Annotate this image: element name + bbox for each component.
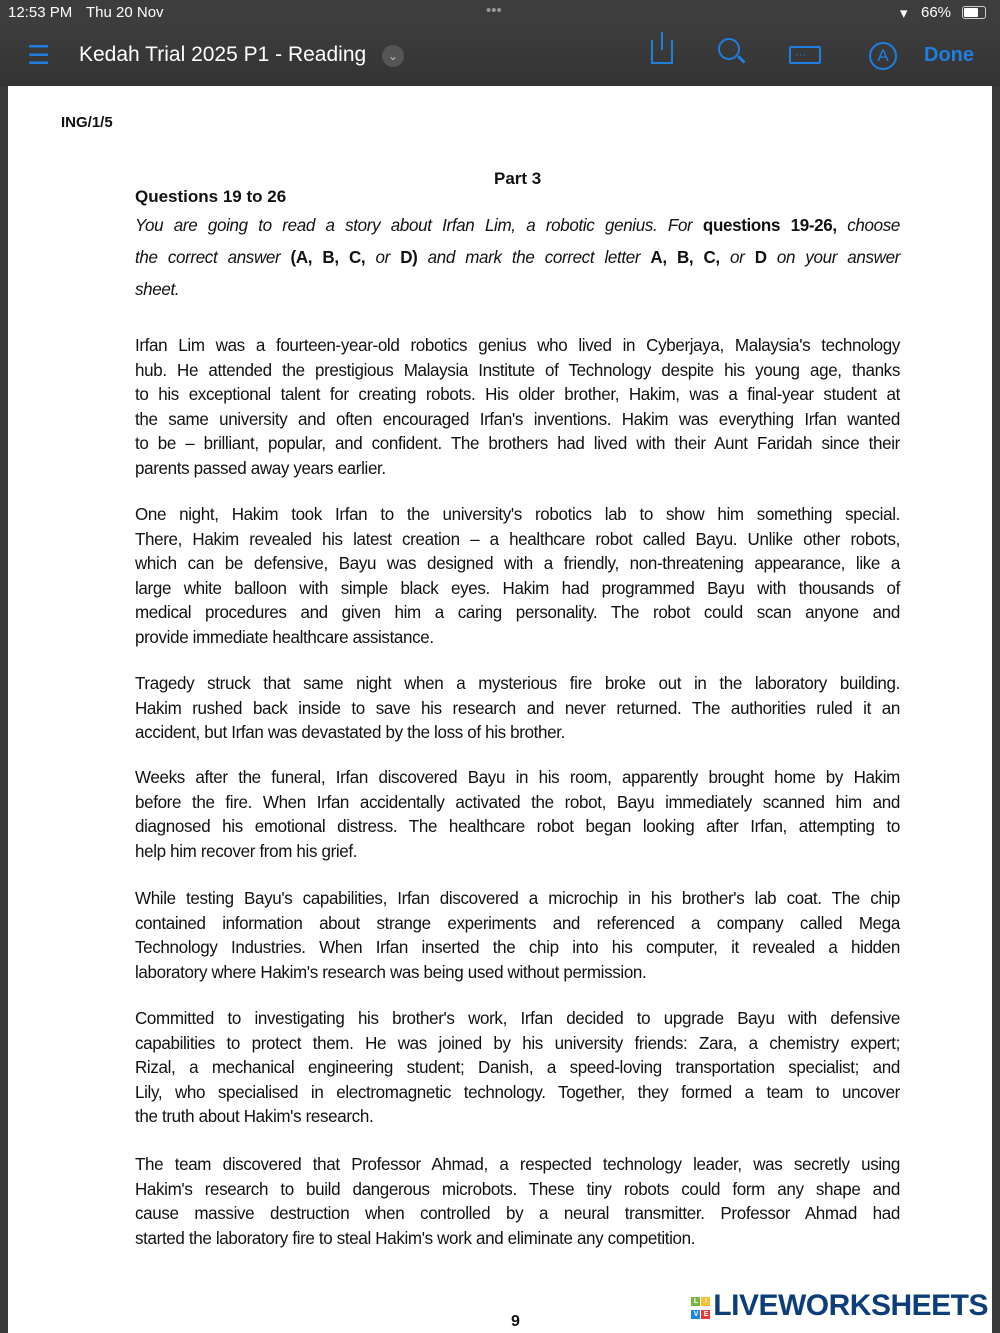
paragraph-line: parents passed away years earlier. [135, 458, 386, 479]
liveworksheets-watermark: L IV E LIVEWORKSHEETS [691, 1289, 988, 1323]
paragraph-line: Technology Industries. When Irfan inserted the chip into his computer, it revealed a hidden [135, 937, 900, 958]
instruction-text: D) [400, 247, 418, 268]
paragraph-line: Lily, who specialised in electromagnetic technology. Together, they formed a team to uncover [135, 1082, 900, 1103]
pen-icon[interactable]: A [869, 42, 897, 70]
clock: 12:53 PM [8, 4, 73, 21]
part-heading: Part 3 [494, 169, 542, 188]
instruction-text: or [719, 247, 755, 268]
paragraph-line: to be – brilliant, popular, and confident. The brothers had lived with their Aunt Faridah since their [135, 433, 900, 454]
battery-percent: 66% [921, 4, 952, 21]
paragraph-line: medical procedures and given him a caring personality. The robot could scan anyone and [135, 602, 900, 623]
document-code: ING/1/5 [61, 114, 113, 131]
paragraph-line: contained information about strange experiments and referenced a company called Mega [135, 913, 900, 934]
paragraph-line: Hakim's research to build dangerous microbots. These tiny robots could form any shape and [135, 1179, 900, 1200]
instruction-line [135, 280, 900, 301]
paragraph-line: the same university and often encouraged Irfan's inventions. Hakim was everything Irfan wanted [135, 409, 900, 430]
paragraph-line: accident, but Irfan was devastated by the loss of his brother. [135, 722, 566, 743]
instruction-line [135, 216, 900, 237]
watermark-text: LIVEWORKSHEETS [713, 1289, 988, 1322]
paragraph-line: help him recover from his grief. [135, 841, 358, 862]
paragraph-line: One night, Hakim took Irfan to the university's robotics lab to show him something special. [135, 504, 900, 525]
paragraph-line: cause massive destruction when controlled by a neural transmitter. Professor Ahmad had [135, 1203, 900, 1224]
instruction-text: (A, B, C, [290, 247, 366, 268]
paragraph-line: Weeks after the funeral, Irfan discovered Bayu in his room, apparently brought home by Hakim [135, 767, 900, 788]
paragraph-line: diagnosed his emotional distress. The healthcare robot began looking after Irfan, attempting to [135, 816, 900, 837]
paragraph-line: large white balloon with simple black eyes. Hakim had programmed Bayu with thousands of [135, 578, 900, 599]
instruction-text: You are going to read a story about Irfan Lim, a robotic genius. For [135, 215, 703, 236]
paragraph-line: While testing Bayu's capabilities, Irfan discovered a microchip in his brother's lab coat. The chip [135, 888, 900, 909]
paragraph-line: to his exceptional talent for creating robots. His older brother, Hakim, was a final-year student at [135, 384, 900, 405]
search-icon[interactable] [718, 38, 740, 60]
paragraph-line: which can be defensive, Bayu was designed with a friendly, non-threatening appearance, like a [135, 553, 900, 574]
paragraph-line: provide immediate healthcare assistance. [135, 627, 434, 648]
instruction-text: or [365, 247, 401, 268]
document-title[interactable]: Kedah Trial 2025 P1 - Reading [79, 43, 367, 66]
chevron-down-icon[interactable]: ⌄ [382, 45, 404, 67]
instruction-text: D [754, 247, 767, 268]
instruction-text: sheet. [135, 279, 180, 300]
done-button[interactable]: Done [924, 44, 974, 66]
multitask-dots[interactable]: ••• [486, 2, 502, 19]
paragraph-line: Tragedy struck that same night when a mysterious fire broke out in the laboratory building. [135, 673, 900, 694]
battery-icon [962, 6, 986, 19]
paragraph-line: Committed to investigating his brother's work, Irfan decided to upgrade Bayu with defensive [135, 1008, 900, 1029]
document-page [8, 86, 992, 1333]
paragraph-line: Irfan Lim was a fourteen-year-old robotics genius who lived in Cyberjaya, Malaysia's technology [135, 335, 900, 356]
paragraph-line: capabilities to protect them. He was joined by his university friends: Zara, a chemistry expert; [135, 1033, 900, 1054]
page-number: 9 [511, 1313, 520, 1330]
questions-heading: Questions 19 to 26 [135, 187, 287, 206]
instruction-text: questions 19-26, [702, 215, 837, 236]
paragraph-line: before the fire. When Irfan accidentally activated the robot, Bayu immediately scanned him and [135, 792, 900, 813]
instruction-text: and mark the correct letter [417, 247, 651, 268]
paragraph-line: hub. He attended the prestigious Malaysia Institute of Technology despite his young age, thanks [135, 360, 900, 381]
list-icon[interactable]: ☰ [27, 40, 51, 70]
instruction-text: the correct answer [135, 247, 291, 268]
date: Thu 20 Nov [86, 4, 164, 21]
instruction-text: choose [836, 215, 900, 236]
paragraph-line: The team discovered that Professor Ahmad, a respected technology leader, was secretly using [135, 1154, 900, 1175]
markup-icon[interactable]: ··· [789, 46, 821, 64]
paragraph-line: Rizal, a mechanical engineering student; Danish, a speed-loving transportation specialist; and [135, 1057, 900, 1078]
share-icon[interactable] [651, 40, 673, 64]
paragraph-line: started the laboratory fire to steal Hakim's work and eliminate any competition. [135, 1228, 696, 1249]
instruction-text: A, B, C, [650, 247, 720, 268]
paragraph-line: laboratory where Hakim's research was being used without permission. [135, 962, 647, 983]
instruction-line [135, 248, 900, 269]
paragraph-line: There, Hakim revealed his latest creation – a healthcare robot called Bayu. Unlike other robots, [135, 529, 900, 550]
wifi-icon: ▾ [900, 5, 908, 22]
toolbar [0, 26, 1000, 86]
paragraph-line: the truth about Hakim's research. [135, 1106, 374, 1127]
instruction-text: on your answer [766, 247, 900, 268]
status-bar [0, 0, 1000, 26]
paragraph-line: Hakim rushed back inside to save his research and never returned. The authorities ruled it an [135, 698, 900, 719]
